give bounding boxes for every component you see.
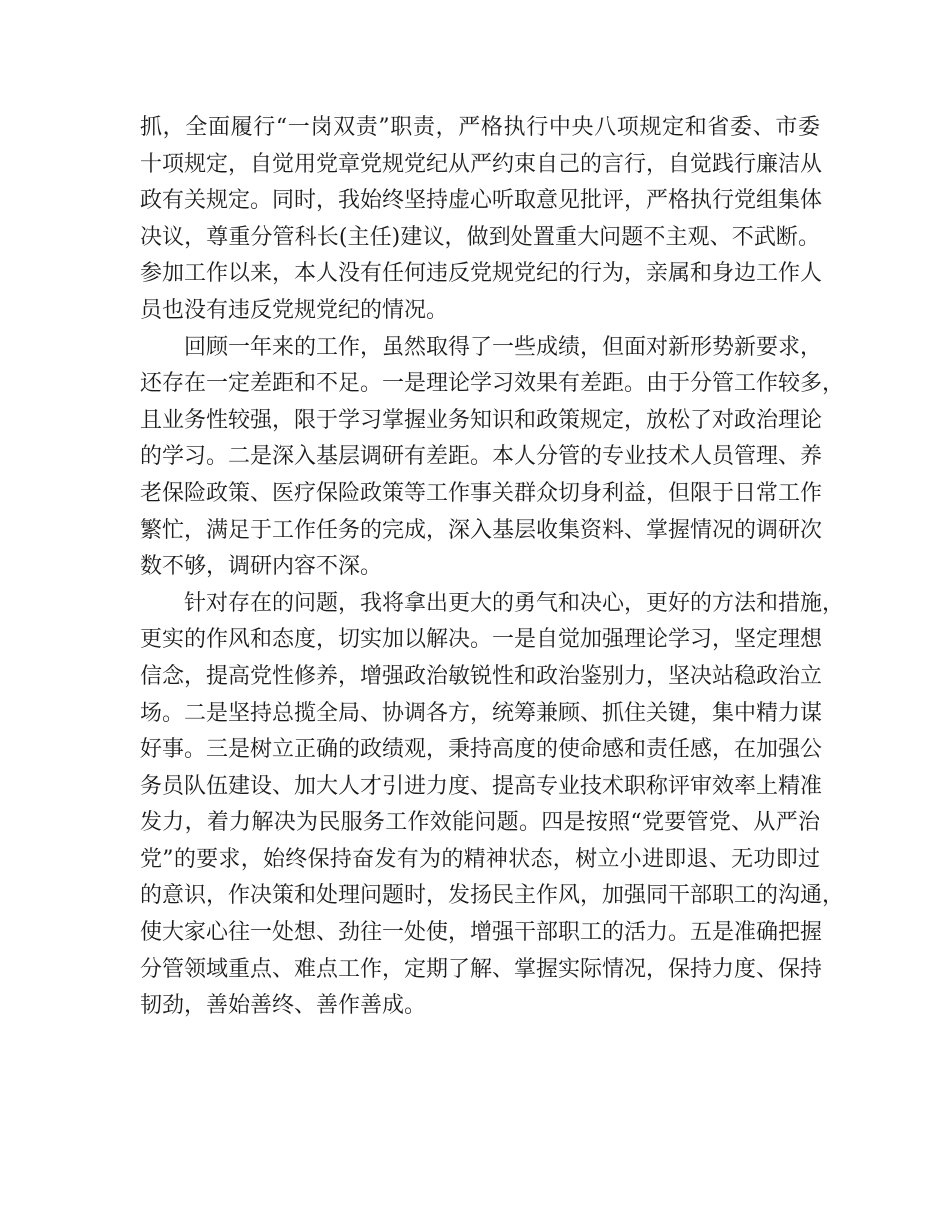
paragraph-line: 十项规定，自觉用党章党规党纪从严约束自己的言行，自觉践行廉洁从 xyxy=(140,151,823,177)
paragraph-3 xyxy=(140,586,845,1025)
paragraph-line: 使大家心往一处想、劲往一处使，增强干部职工的活力。五是准确把握 xyxy=(140,920,823,946)
paragraph-line: 回顾一年来的工作，虽然取得了一些成绩，但面对新形势新要求， xyxy=(184,334,823,360)
paragraph-line: 场。二是坚持总揽全局、协调各方，统筹兼顾、抓住关键，集中精力谋 xyxy=(140,700,823,726)
paragraph-1 xyxy=(140,110,823,330)
paragraph-2 xyxy=(140,330,845,586)
paragraph-line: 好事。三是树立正确的政绩观，秉持高度的使命感和责任感，在加强公 xyxy=(140,737,823,763)
paragraph-line: 抓，全面履行“一岗双责”职责，严格执行中央八项规定和省委、市委 xyxy=(140,115,820,140)
paragraph-line: 更实的作风和态度，切实加以解决。一是自觉加强理论学习，坚定理想 xyxy=(140,627,823,653)
paragraph-line: 还存在一定差距和不足。一是理论学习效果有差距。由于分管工作较多， xyxy=(140,371,845,397)
paragraph-line: 务员队伍建设、加大人才引进力度、提高专业技术职称评审效率上精准 xyxy=(140,773,823,799)
document-body xyxy=(140,110,845,1025)
paragraph-line: 信念，提高党性修养，增强政治敏锐性和政治鉴别力，坚决站稳政治立 xyxy=(140,663,823,689)
paragraph-line: 的意识，作决策和处理问题时，发扬民主作风，加强同干部职工的沟通， xyxy=(140,883,845,909)
paragraph-line: 分管领域重点、难点工作，定期了解、掌握实际情况，保持力度、保持 xyxy=(140,956,823,982)
paragraph-line: 决议，尊重分管科长(主任)建议，做到处置重大问题不主观、不武断。 xyxy=(140,224,820,250)
paragraph-line: 韧劲，善始善终、善作善成。 xyxy=(140,993,427,1019)
paragraph-line: 针对存在的问题，我将拿出更大的勇气和决心，更好的方法和措施， xyxy=(184,590,845,616)
paragraph-line: 数不够，调研内容不深。 xyxy=(140,554,383,580)
paragraph-line: 参加工作以来，本人没有任何违反党规党纪的行为，亲属和身边工作人 xyxy=(140,261,823,287)
paragraph-line: 的学习。二是深入基层调研有差距。本人分管的专业技术人员管理、养 xyxy=(140,444,823,470)
paragraph-line: 员也没有违反党规党纪的情况。 xyxy=(140,297,449,323)
paragraph-line: 发力，着力解决为民服务工作效能问题。四是按照“党要管党、从严治 xyxy=(140,810,820,836)
paragraph-line: 党”的要求，始终保持奋发有为的精神状态，树立小进即退、无功即过 xyxy=(140,846,820,872)
paragraph-line: 政有关规定。同时，我始终坚持虚心听取意见批评，严格执行党组集体 xyxy=(140,188,823,214)
paragraph-line: 且业务性较强，限于学习掌握业务知识和政策规定，放松了对政治理论 xyxy=(140,407,823,433)
paragraph-line: 繁忙，满足于工作任务的完成，深入基层收集资料、掌握情况的调研次 xyxy=(140,517,823,543)
paragraph-line: 老保险政策、医疗保险政策等工作事关群众切身利益，但限于日常工作 xyxy=(140,480,823,506)
